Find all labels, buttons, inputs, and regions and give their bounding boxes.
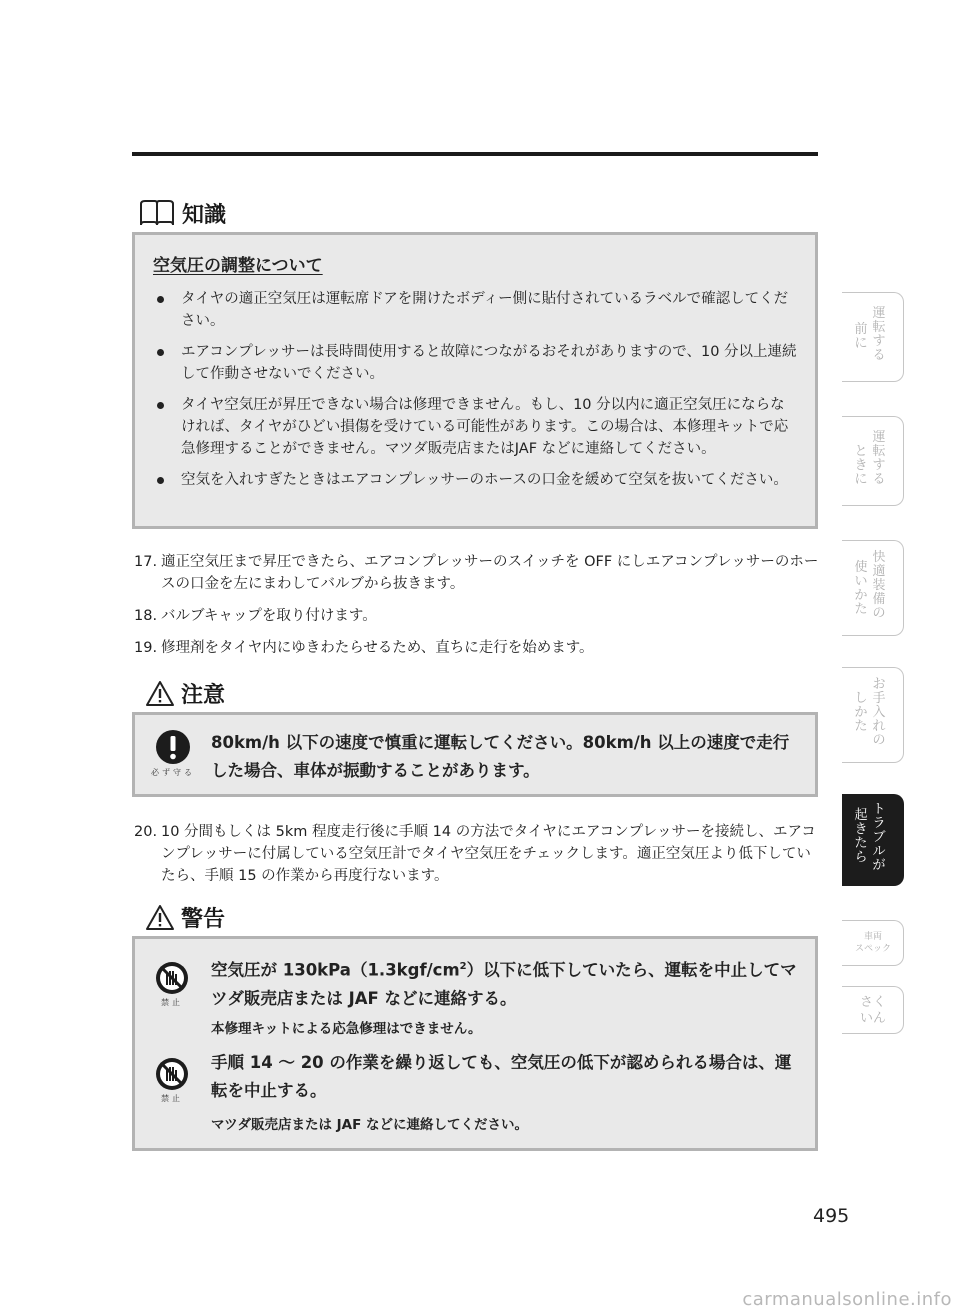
list-item: タイヤ空気圧が昇圧できない場合は修理できません。もし、10 分以内に適正空気圧にならなければ、タイヤがひどい損傷を受けている可能性があります。この場合は、本修理キットで応急修理することができません。マツダ販売店またはJAF などに連絡してください。 [153,394,797,460]
list-item: 空気を入れすぎたときはエアコンプレッサーのホースの口金を緩めて空気を抜いてください。 [153,469,797,491]
no-touch-icon [155,961,189,995]
footer-watermark: carmanualsonline.info [742,1289,952,1310]
step-20-block [134,821,824,897]
knowledge-box [132,232,818,529]
knowledge-list [153,288,797,491]
caution-text: 80km/h 以下の速度で慎重に運転してください。80km/h 以上の速度で走行した場合、車体が振動することがあります。 [211,733,790,780]
symbol-caption: 禁止 [161,1094,183,1103]
knowledge-title: 知識 [138,198,226,229]
step-17: 17. 適正空気圧まで昇圧できたら、エアコンプレッサーのスイッチを OFF にしエアコンプレッサーのホースの口金を左にまわしてバルブから抜きます。 [134,554,819,592]
tab-before-driving[interactable]: 運 転 す る 前 に [842,292,904,382]
tab-maintenance[interactable]: お 手 入 れ の し か た [842,667,904,763]
prohibition-symbol [155,961,189,1008]
no-touch-icon [155,1057,189,1091]
tab-specifications[interactable]: 車両 スペック [842,920,904,966]
step-18: 18. バルブキャップを取り付けます。 [134,608,377,624]
exclamation-icon [155,729,191,765]
step-19: 19. 修理剤をタイヤ内にゆきわたらせるため、直ちに走行を始めます。 [134,640,594,656]
symbol-caption: 必ず守る [151,768,195,777]
top-rule [132,152,818,156]
page-number: 495 [813,1205,850,1227]
caution-title: 注意 [145,678,225,709]
warning-title: 警告 [145,902,225,933]
book-icon [138,199,176,229]
knowledge-heading: 空気圧の調整について [153,256,323,276]
list-item: タイヤの適正空気圧は運転席ドアを開けたボディー側に貼付されているラベルで確認してください。 [153,288,797,332]
list-item: エアコンプレッサーは長時間使用すると故障につながるおそれがありますので、10 分以上連続して作動させないでください。 [153,341,797,385]
warning-triangle-icon [145,680,175,707]
must-follow-symbol [151,729,195,778]
warning-item-2: 手順 14 〜 20 の作業を繰り返しても、空気圧の低下が認められる場合は、運転を中止する。 [211,1053,792,1100]
steps-17-19 [134,551,824,669]
warning-item-2-note: マツダ販売店または JAF などに連絡してください。 [211,1117,529,1133]
step-20: 20. 10 分間もしくは 5km 程度走行後に手順 14 の方法でタイヤにエアコンプレッサーを接続し、エアコンプレッサーに付属している空気圧計でタイヤ空気圧をチェックします。適正空気圧より低下していたら、手順 15 の作業から再度行ないます。 [134,824,816,884]
warning-triangle-icon [145,904,175,931]
warning-box [132,936,818,1151]
prohibition-symbol [155,1057,189,1104]
warning-item-1: 空気圧が $130kPa(1.3kgf/cm^2)$以下に低下していたら、運転を中止してマツダ販売店または JAF などに連絡する。 [211,960,797,1008]
warning-item-1-note: 本修理キットによる応急修理はできません。 [211,1021,482,1037]
tab-comfort-equipment[interactable]: 快 適 装 備 の 使 い か た [842,540,904,636]
tab-when-driving[interactable]: 運 転 す る と き に [842,416,904,506]
caution-box [132,712,818,797]
tab-troubleshooting[interactable]: ト ラ ブ ル が 起 き た ら [842,794,904,886]
tab-index[interactable]: さく いん [842,986,904,1034]
symbol-caption: 禁止 [161,998,183,1007]
